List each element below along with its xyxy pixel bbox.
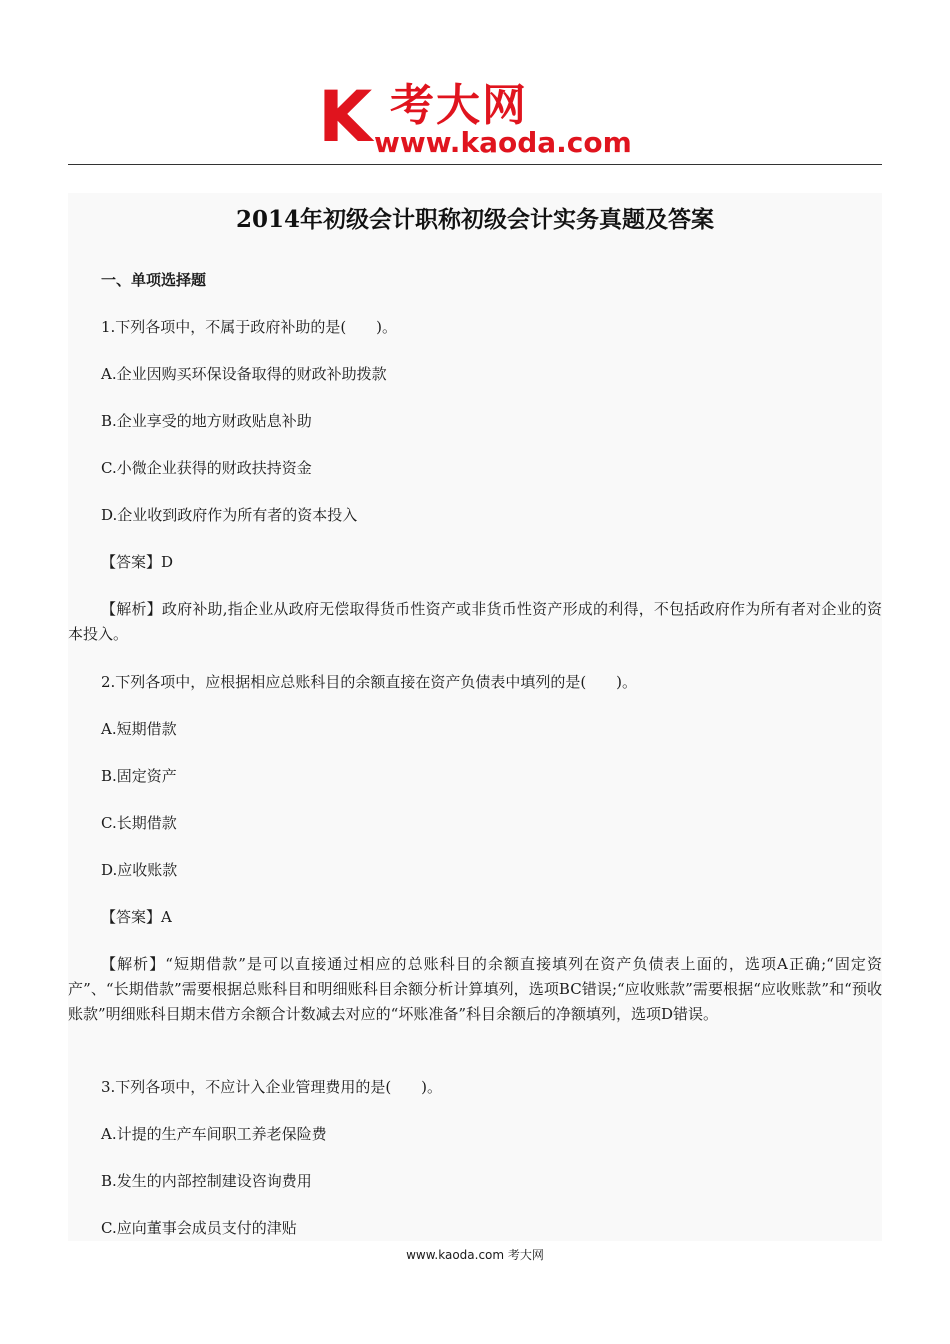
question-2-option-d: D.应收账款	[101, 861, 178, 879]
question-1-option-c: C.小微企业获得的财政扶持资金	[101, 459, 312, 477]
question-1-option-a: A.企业因购买环保设备取得的财政补助拨款	[101, 365, 387, 383]
question-2-analysis: 【解析】“短期借款”是可以直接通过相应的总账科目的余额直接填列在资产负债表上面的，选项A正确;“固定资产”、“长期借款”需要根据总账科目和明细账科目余额分析计算填列，选项BC错误;“应收账款”需要根据“应收账款”和“预收账款”明细账科目期末借方余额合计数减去对应的“坏账准备”科目余额后的净额填列，选项D错误。	[68, 955, 882, 1023]
question-1-answer: 【答案】D	[101, 553, 174, 571]
question-3-option-b: B.发生的内部控制建设咨询费用	[101, 1172, 312, 1190]
kaoda-logo	[318, 76, 648, 160]
question-1-option-d: D.企业收到政府作为所有者的资本投入	[101, 506, 358, 524]
question-3-option-c: C.应向董事会成员支付的津贴	[101, 1219, 297, 1237]
logo-url: www.kaoda.com	[374, 126, 632, 159]
header-divider	[68, 164, 882, 165]
document-title: 2014年初级会计职称初级会计实务真题及答案	[235, 206, 714, 233]
logo-name: 考大网	[390, 80, 528, 131]
question-2-stem: 2.下列各项中，应根据相应总账科目的余额直接在资产负债表中填列的是( )。	[101, 673, 638, 691]
question-2-option-b: B.固定资产	[101, 767, 177, 785]
section-heading: 一、单项选择题	[101, 271, 207, 289]
question-1-analysis: 【解析】政府补助,指企业从政府无偿取得货币性资产或非货币性资产形成的利得，不包括政府作为所有者对企业的资本投入。	[68, 600, 882, 643]
page-footer: www.kaoda.com 考大网	[406, 1248, 544, 1262]
document-body	[68, 193, 882, 1241]
question-1-stem: 1.下列各项中，不属于政府补助的是( )。	[101, 318, 398, 336]
question-3-option-a: A.计提的生产车间职工养老保险费	[101, 1125, 327, 1143]
question-2-option-c: C.长期借款	[101, 814, 177, 832]
question-2-answer: 【答案】A	[101, 908, 172, 926]
question-2-option-a: A.短期借款	[101, 720, 177, 738]
question-1-option-b: B.企业享受的地方财政贴息补助	[101, 412, 312, 430]
question-3-stem: 3.下列各项中，不应计入企业管理费用的是( )。	[101, 1078, 443, 1096]
logo-mark: K	[318, 76, 371, 158]
